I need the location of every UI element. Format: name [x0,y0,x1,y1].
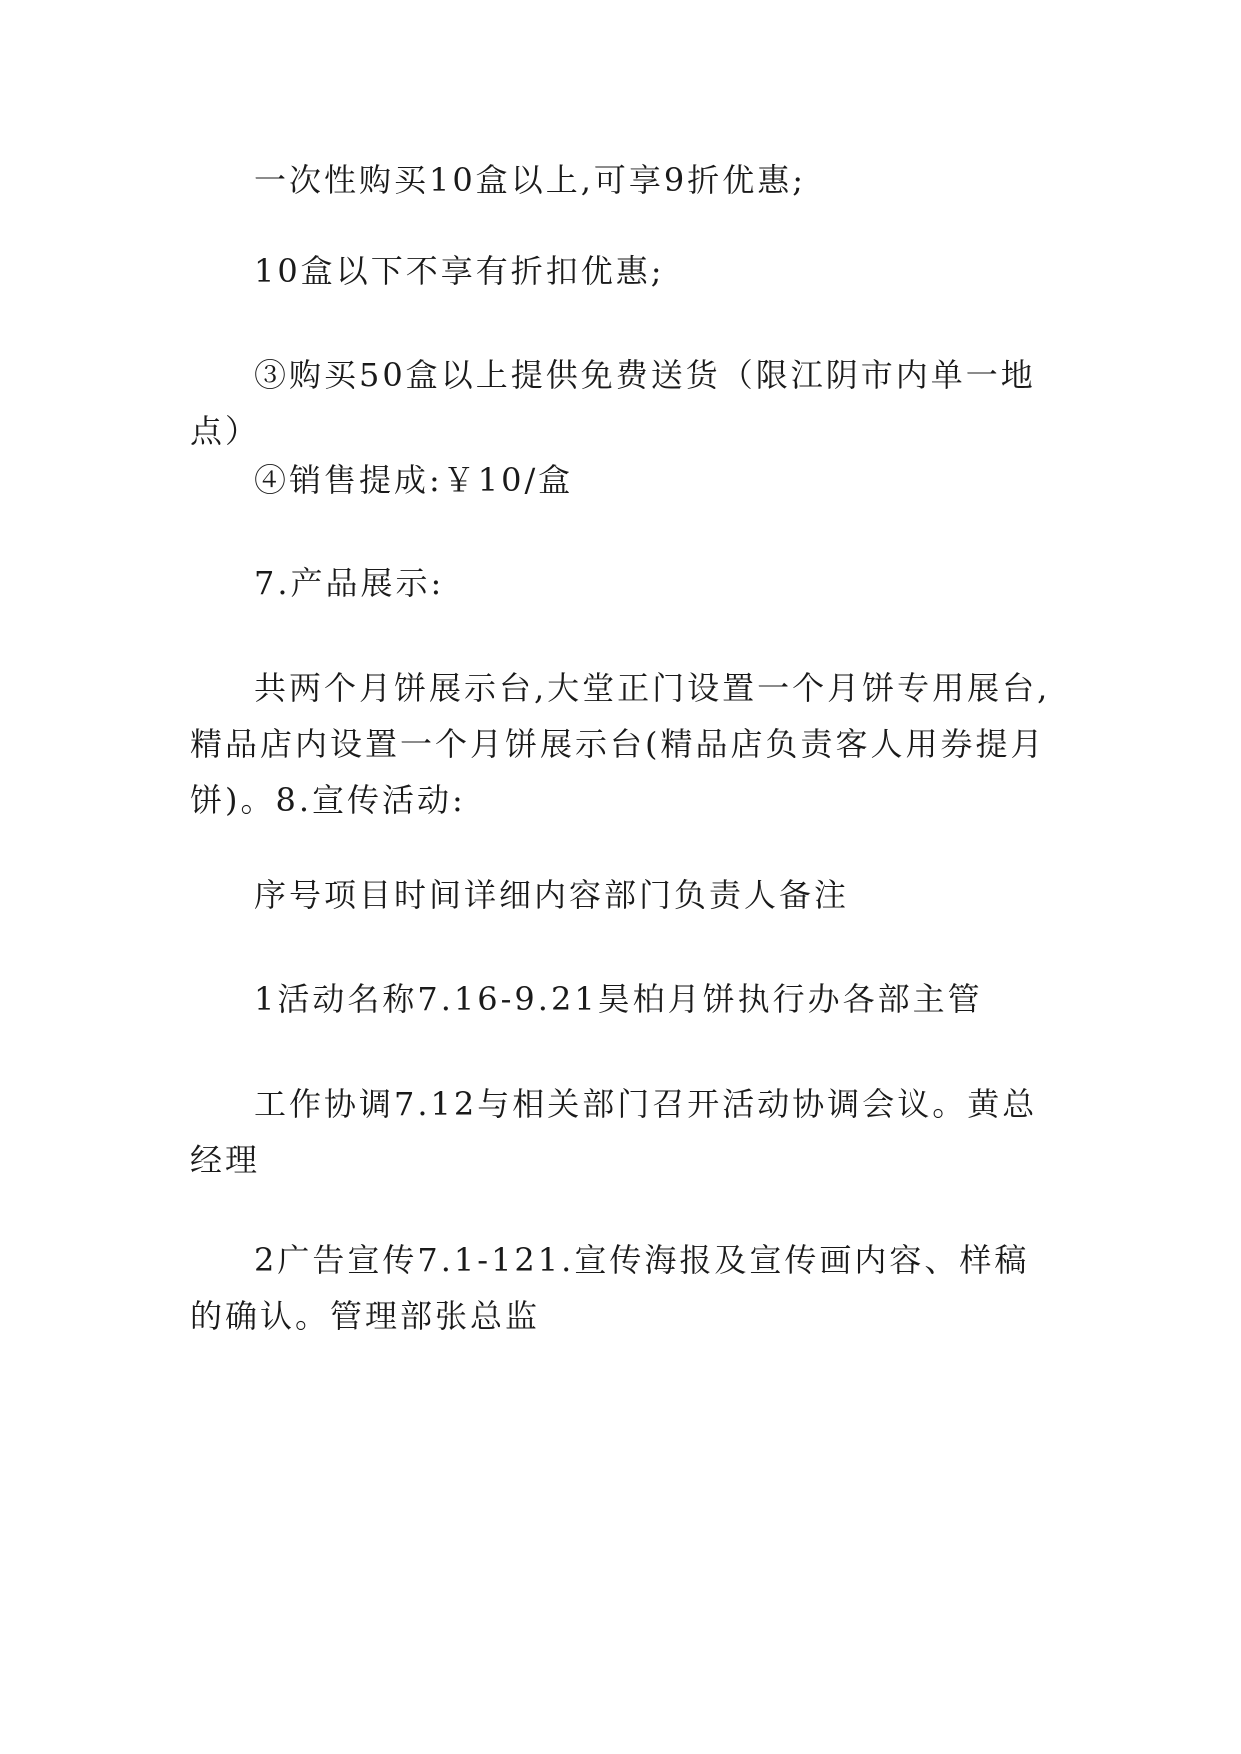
paragraph-no-discount: 10盒以下不享有折扣优惠; [254,252,665,290]
table-row-work-coordination: 工作协调7.12与相关部门召开活动协调会议。黄总经理 [190,1085,1038,1179]
paragraph-discount-10-boxes: 一次性购买10盒以上,可享9折优惠; [254,161,807,199]
paragraph-sales-commission: ④销售提成:￥10/盒 [254,461,574,499]
paragraph-free-delivery: ③购买50盒以上提供免费送货（限江阴市内单一地点） [190,356,1036,450]
table-row-activity-name: 1活动名称7.16-9.21昊柏月饼执行办各部主管 [254,980,983,1018]
paragraph-display-stands: 共两个月饼展示台,大堂正门设置一个月饼专用展台,精品店内设置一个月饼展示台(精品店负责客人用券提月饼)。8.宣传活动: [190,669,1051,819]
table-header-row: 序号项目时间详细内容部门负责人备注 [254,876,850,914]
section-heading-product-display: 7.产品展示: [254,564,445,602]
table-row-advertising: 2广告宣传7.1-121.宣传海报及宣传画内容、样稿的确认。管理部张总监 [190,1241,1030,1335]
